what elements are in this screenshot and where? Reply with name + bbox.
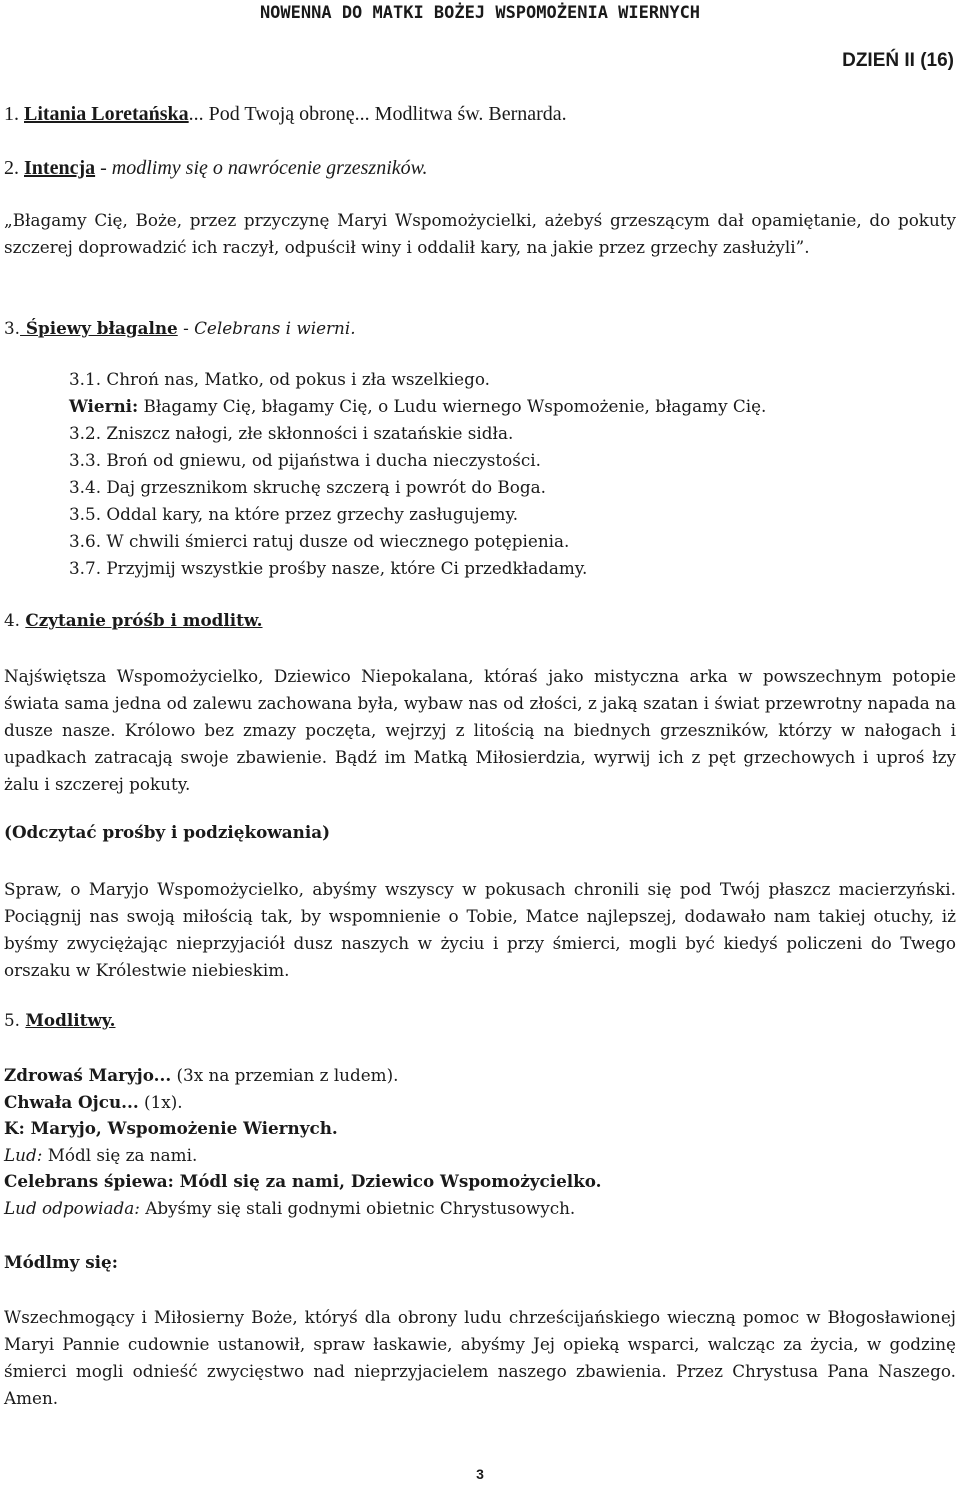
chants-performers: Celebrans i wierni. — [194, 318, 356, 338]
chant-7: 3.7. Przyjmij wszystkie prośby nasze, które Ci przedkładamy. — [69, 558, 588, 578]
section-1-number: 1. — [4, 103, 24, 125]
final-prayer: Wszechmogący i Miłosierny Boże, któryś dla obrony ludu chrześcijańskiego wieczną pomoc w Błogosławionej Maryi Pannie cudownie ustanowił, spraw łaskawie, abyśmy Jej opieką wsparci, walcząc za życia, w godzinę śmierci mogli odnieść zwycięstwo nad nieprzyjacielem naszego zbawienia. Przez Chrystusa Pana Naszego. Amen. — [4, 1307, 956, 1408]
chant-1: 3.1. Chroń nas, Matko, od pokus i zła wszelkiego. — [69, 369, 490, 389]
celebrant-sings — [4, 1171, 602, 1191]
intention-prayer: „Błagamy Cię, Boże, przez przyczynę Maryi Wspomożycielki, ażebyś grzeszącym dał opamiętanie, do pokuty szczerej doprowadzić ich raczył, odpuścił winy i oddalił kary, na jakie przez grzechy zasłużyli”. — [4, 210, 956, 257]
day-label: DZIEŃ II (16) — [842, 50, 954, 71]
let-us-pray — [4, 1252, 118, 1272]
glory-be-label: Chwała Ojcu... — [4, 1092, 139, 1112]
response-text: Błagamy Cię, błagamy Cię, o Ludu wiernego Wspomożenie, błagamy Cię. — [138, 396, 767, 416]
people-response-text: Módl się za nami. — [42, 1145, 198, 1165]
chant-6: 3.6. W chwili śmierci ratuj dusze od wiecznego potępienia. — [69, 531, 570, 551]
glory-be-line — [4, 1092, 183, 1112]
celebrant-invocation-text: K: Maryjo, Wspomożenie Wiernych. — [4, 1118, 338, 1138]
section-1 — [4, 103, 567, 126]
section-4-number: 4. — [4, 610, 26, 630]
hail-mary-line — [4, 1065, 398, 1085]
intention-title: Intencja — [24, 157, 96, 179]
section-3-number: 3. — [4, 318, 21, 338]
people-answer — [4, 1198, 575, 1218]
page-number: 3 — [476, 1466, 484, 1482]
celebrant-invocation — [4, 1118, 338, 1138]
people-response — [4, 1145, 197, 1165]
section-3-separator: - — [177, 318, 195, 338]
prayers-title: Modlitwy. — [25, 1010, 116, 1030]
chant-4: 3.4. Daj grzesznikom skruchę szczerą i powrót do Boga. — [69, 477, 546, 497]
glory-be-note: (1x). — [138, 1092, 183, 1112]
intention-text: modlimy się o nawrócenie grzeszników. — [111, 157, 428, 179]
litany-title: Litania Loretańska — [24, 103, 189, 125]
section-2-number: 2. — [4, 157, 24, 179]
let-us-pray-text: Módlmy się: — [4, 1252, 118, 1272]
prayer-paragraph-1: Najświętsza Wspomożycielko, Dziewico Niepokalana, któraś jako mistyczna arka w powszechnym potopie świata sama jedna od zalewu zachowana była, wybaw nas od złości, z jaką szatan i świat przewrotny napada na dusze nasze. Królowo bez zmazy poczęta, wejrzyj z litością na biednych grzeszników, którzy w nałogach i upadkach zatracają swoje zbawienie. Bądź im Matką Miłosierdzia, wyrwij ich z pęt grzechowych i uproś łzy żalu i szczerej pokuty. — [4, 666, 956, 794]
response-label: Wierni: — [69, 396, 139, 416]
people-answer-text: Abyśmy się stali godnymi obietnic Chrystusowych. — [139, 1198, 576, 1218]
section-2-separator: - — [95, 157, 112, 179]
chant-5: 3.5. Oddal kary, na które przez grzechy zasługujemy. — [69, 504, 519, 524]
celebrant-sings-text: Módl się za nami, Dziewico Wspomożycielko. — [173, 1171, 602, 1191]
hail-mary-note: (3x na przemian z ludem). — [171, 1065, 399, 1085]
people-answer-label: Lud odpowiada: — [4, 1198, 140, 1218]
page-header-title: NOWENNA DO MATKI BOŻEJ WSPOMOŻENIA WIERNYCH — [259, 3, 701, 23]
hail-mary-label: Zdrowaś Maryjo... — [4, 1065, 172, 1085]
read-requests-note — [4, 822, 330, 842]
section-5 — [4, 1010, 115, 1030]
section-4 — [4, 610, 263, 630]
chant-3: 3.3. Broń od gniewu, od pijaństwa i ducha nieczystości. — [69, 450, 541, 470]
chant-response — [69, 396, 766, 416]
readings-title: Czytanie próśb i modlitw. — [25, 610, 263, 630]
section-5-number: 5. — [4, 1010, 26, 1030]
read-requests-note-text: (Odczytać prośby i podziękowania) — [4, 822, 331, 842]
prayer-paragraph-2: Spraw, o Maryjo Wspomożycielko, abyśmy wszyscy w pokusach chronili się pod Twój płaszcz macierzyński. Pociągnij nas swoją miłością tak, by wspomnienie o Tobie, Matce najlepszej, dodawało nam takiej otuchy, iż byśmy zwyciężając nieprzyjaciół dusz naszych w życiu i przy śmierci, mogli być kiedyś policzeni do Twego orszaku w Królestwie niebieskim. — [4, 879, 956, 980]
section-1-text: ... Pod Twoją obronę... Modlitwa św. Bernarda. — [188, 103, 567, 125]
section-3 — [4, 318, 356, 338]
section-2 — [4, 157, 427, 180]
people-label: Lud: — [4, 1145, 43, 1165]
celebrant-sings-label: Celebrans śpiewa: — [4, 1171, 174, 1191]
chants-title: Śpiewy błagalne — [20, 318, 178, 338]
chant-2: 3.2. Zniszcz nałogi, złe skłonności i szatańskie sidła. — [69, 423, 514, 443]
